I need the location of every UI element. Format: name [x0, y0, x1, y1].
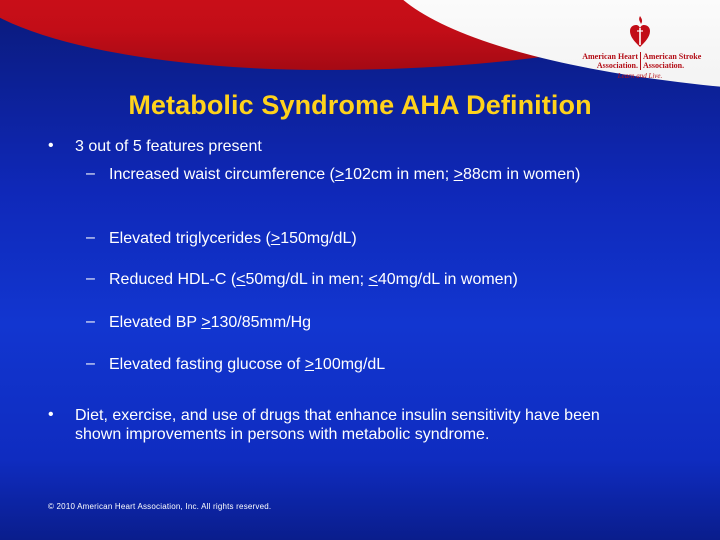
bullet-text: 3 out of 5 features present	[75, 138, 262, 155]
operator-le: <	[236, 271, 246, 288]
operator-ge: >	[334, 166, 345, 183]
operator-ge: >	[453, 166, 463, 183]
heart-torch-icon	[629, 14, 651, 48]
subitem-text	[109, 355, 639, 374]
asa-wordmark	[643, 52, 709, 70]
asa-line2: Association.	[643, 61, 685, 70]
dash-symbol: –	[86, 355, 95, 372]
subitem-text	[109, 270, 639, 289]
dash-symbol: –	[86, 165, 95, 182]
bullet-text: Diet, exercise, and use of drugs that enhance insulin sensitivity have been shown improvements in persons with metabolic syndrome.	[75, 407, 600, 443]
aha-line2: Association.	[596, 61, 638, 70]
text-post: 130/85mm/Hg	[210, 314, 312, 331]
operator-le: <	[368, 271, 378, 288]
aha-asa-logo	[570, 14, 710, 84]
aha-wordmark	[572, 52, 638, 70]
dash-symbol: –	[86, 229, 95, 246]
operator-ge: >	[270, 230, 281, 247]
text-pre: Increased waist circumference (	[109, 166, 335, 183]
asa-line1: American Stroke	[643, 52, 702, 61]
text-mid: 102cm in men;	[344, 166, 454, 183]
text-post: 88cm in women)	[462, 166, 581, 183]
dash-symbol: –	[86, 313, 95, 330]
text-pre: Elevated BP	[109, 314, 202, 331]
text-mid: 50mg/dL in men;	[245, 271, 369, 288]
subitem-text	[109, 313, 639, 332]
operator-ge: >	[304, 356, 315, 373]
text-post: 100mg/dL	[314, 356, 386, 373]
text-post: 40mg/dL in women)	[377, 271, 518, 288]
text-pre: Elevated fasting glucose of	[109, 356, 305, 373]
logo-tagline: Learn and Live.	[617, 72, 663, 80]
bullet-symbol: •	[48, 137, 54, 154]
bullet-symbol: •	[48, 406, 54, 423]
subitem-text	[109, 229, 639, 248]
operator-ge: >	[201, 314, 211, 331]
dash-symbol: –	[86, 270, 95, 287]
copyright-footer: © 2010 American Heart Association, Inc. All rights reserved.	[48, 502, 272, 511]
subitem-text	[109, 165, 639, 184]
slide-title: Metabolic Syndrome AHA Definition	[128, 90, 592, 120]
text-post: 150mg/dL)	[280, 230, 357, 247]
text-pre: Elevated triglycerides (	[109, 230, 271, 247]
text-pre: Reduced HDL-C (	[109, 271, 237, 288]
logo-divider	[640, 52, 641, 70]
aha-line1: American Heart	[582, 52, 638, 61]
